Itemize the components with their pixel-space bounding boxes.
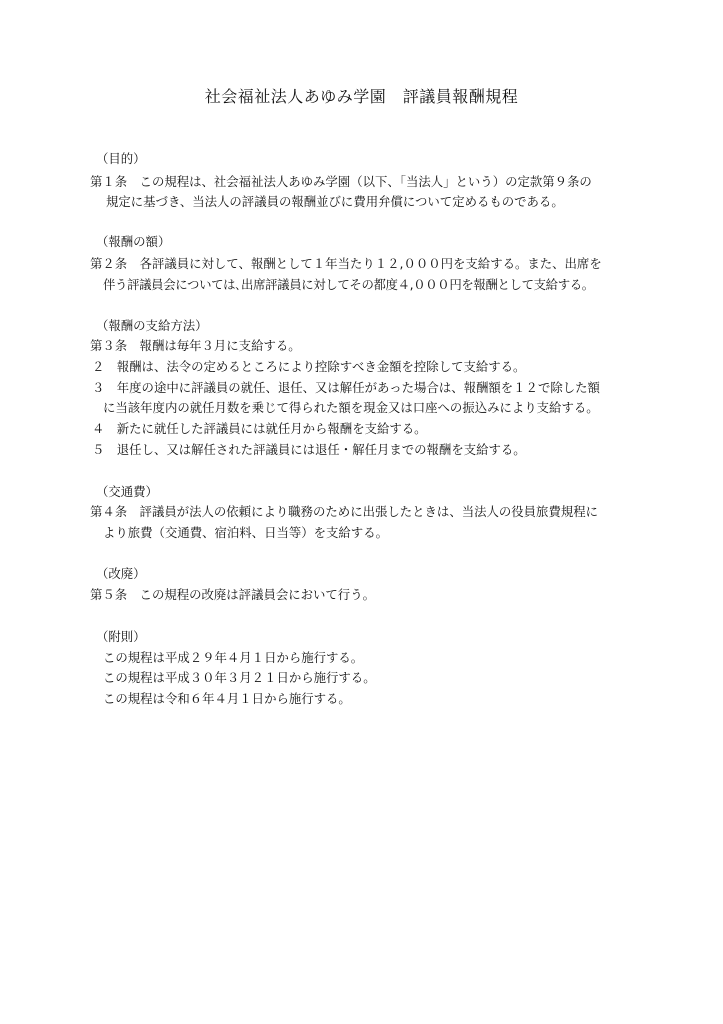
article-4-line-1: 第４条 評議員が法人の依頼により職務のために出張したときは、当法人の役員旅費規程に — [90, 504, 599, 519]
article-3-item-3-line-2: に当該年度内の就任月数を乗じて得られた額を現金又は口座への振込みにより支給する。 — [103, 400, 599, 415]
supplementary-line-3: この規程は令和６年４月１日から施行する。 — [103, 691, 351, 706]
article-5-line-1: 第５条 この規程の改廃は評議員会において行う。 — [90, 587, 375, 602]
section-heading-amendment: （改廃） — [96, 566, 146, 581]
section-heading-travel: （交通費） — [96, 484, 158, 499]
article-1-line-1: 第１条 この規程は、社会福祉法人あゆみ学園（以下、「当法人」という）の定款第９条の — [90, 174, 592, 189]
section-heading-purpose: （目的） — [96, 151, 146, 166]
document-title: 社会福祉法人あゆみ学園 評議員報酬規程 — [204, 87, 519, 106]
article-3-line-1: 第３条 報酬は毎年３月に支給する。 — [90, 338, 301, 353]
supplementary-line-2: この規程は平成３０年３月２１日から施行する。 — [103, 670, 376, 685]
article-3-item-5: ５ 退任し、又は解任された評議員には退任・解任月までの報酬を支給する。 — [92, 442, 526, 457]
supplementary-line-1: この規程は平成２９年４月１日から施行する。 — [103, 650, 364, 665]
article-2-line-1: 第２条 各評議員に対して、報酬として１年当たり１２,０００円を支給する。また、出席を — [90, 256, 602, 271]
article-1-line-2: 規定に基づき、当法人の評議員の報酬並びに費用弁償について定めるものである。 — [106, 194, 564, 209]
article-4-line-2: より旅費（交通費、宿泊料、日当等）を支給する。 — [103, 525, 388, 540]
article-3-item-2: ２ 報酬は、法令の定めるところにより控除すべき金額を控除して支給する。 — [92, 359, 526, 374]
section-heading-amount: （報酬の額） — [96, 234, 171, 249]
article-3-item-3-line-1: ３ 年度の途中に評議員の就任、退任、又は解任があった場合は、報酬額を１２で除した額 — [92, 380, 600, 395]
article-3-item-4: ４ 新たに就任した評議員には就任月から報酬を支給する。 — [92, 421, 427, 436]
section-heading-payment-method: （報酬の支給方法） — [96, 318, 208, 333]
section-heading-supplementary: （附則） — [96, 629, 146, 644]
article-2-line-2: 伴う評議員会については､出席評議員に対してその都度４,０００円を報酬として支給する。 — [103, 277, 594, 292]
